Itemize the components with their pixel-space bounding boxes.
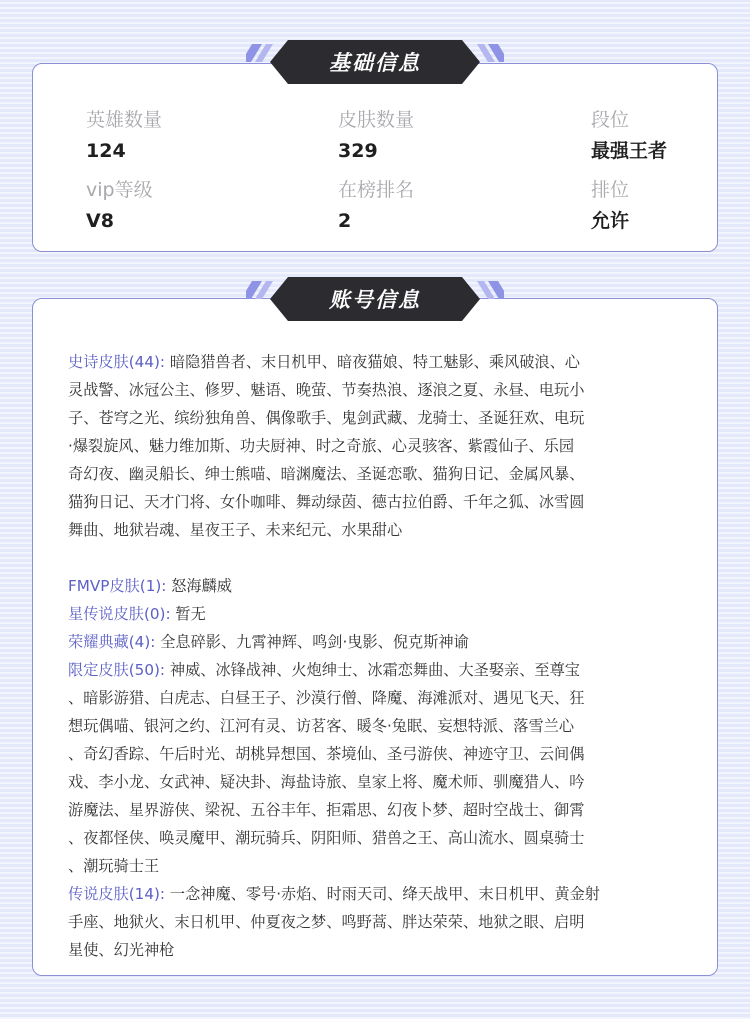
skin-line: 手座、地狱火、末日机甲、仲夏夜之梦、鸣野蒿、胖达荣荣、地狱之眼、启明 (68, 913, 585, 931)
skin-line: 、奇幻香踪、午后时光、胡桃异想国、茶境仙、圣弓游侠、神迹守卫、云间偶 (68, 745, 585, 763)
skin-line (68, 572, 694, 600)
category-fmvp-label: FMVP皮肤(1): (68, 577, 167, 595)
stat-skin-count (338, 108, 414, 163)
skin-line (68, 348, 694, 376)
stat-label: 排位 (591, 179, 630, 201)
skin-line: 、暗影游猎、白虎志、白昼王子、沙漠行僧、降魔、海滩派对、遇见飞天、狂 (68, 689, 585, 707)
stat-rank-tier (591, 108, 667, 163)
category-star-legend-label: 星传说皮肤(0): (68, 605, 171, 623)
stat-value: 124 (86, 140, 126, 162)
stat-value: 329 (338, 140, 378, 162)
skin-names: 怒海麟威 (171, 577, 232, 595)
skin-line: 想玩偶喵、银河之约、江河有灵、访茗客、暖冬·兔眠、妄想特派、落雪兰心 (68, 717, 575, 735)
stat-value: V8 (86, 210, 114, 232)
category-glory-label: 荣耀典藏(4): (68, 633, 156, 651)
skin-names: 暂无 (175, 605, 206, 623)
skin-line: ·爆裂旋风、魅力维加斯、功夫厨神、时之奇旅、心灵骇客、紫霞仙子、乐园 (68, 437, 575, 455)
account-info-banner (246, 275, 504, 323)
skin-line: 子、苍穹之光、缤纷独角兽、偶像歌手、鬼剑武藏、龙骑士、圣诞狂欢、电玩 (68, 409, 585, 427)
skin-names: 神威、冰锋战神、火炮绅士、冰霜恋舞曲、大圣娶亲、至尊宝 (169, 661, 580, 679)
skin-line (68, 880, 694, 908)
stat-hero-count (86, 108, 162, 163)
skin-list (68, 348, 694, 964)
skin-names: 暗隐猎兽者、末日机甲、暗夜猫娘、特工魅影、乘风破浪、心 (169, 353, 580, 371)
basic-info-banner (246, 38, 504, 86)
skin-line: 舞曲、地狱岩魂、星夜王子、未来纪元、水果甜心 (68, 521, 403, 539)
stat-value: 最强王者 (591, 140, 668, 162)
basic-info-card (32, 63, 718, 252)
stat-label: vip等级 (86, 179, 153, 201)
skin-names: 全息碎影、九霄神辉、鸣剑·曳影、倪克斯神谕 (160, 633, 469, 651)
stat-vip-level (86, 178, 153, 233)
stat-value: 2 (338, 210, 352, 232)
skin-line: 戏、李小龙、女武神、疑决卦、海盐诗旅、皇家上将、魔术师、驯魔猎人、吟 (68, 773, 585, 791)
skin-line: 、夜都怪侠、唤灵魔甲、潮玩骑兵、阴阳师、猎兽之王、高山流水、圆桌骑士 (68, 829, 585, 847)
stat-ranked-allowed (591, 178, 629, 233)
skin-line (68, 656, 694, 684)
skin-line: 猫狗日记、天才门将、女仆咖啡、舞动绿茵、德古拉伯爵、千年之狐、冰雪圆 (68, 493, 585, 511)
skin-line: 灵战警、冰冠公主、修罗、魅语、晚萤、节奏热浪、逐浪之夏、永昼、电玩小 (68, 381, 585, 399)
skin-names: 一念神魔、零号·赤焰、时雨天司、绛天战甲、末日机甲、黄金射 (169, 885, 600, 903)
category-limited-label: 限定皮肤(50): (68, 661, 166, 679)
account-info-title: 账号信息 (329, 288, 421, 312)
stat-label: 段位 (591, 109, 630, 131)
category-legend-label: 传说皮肤(14): (68, 885, 166, 903)
skin-line: 、潮玩骑士王 (68, 857, 160, 875)
skin-line (68, 600, 694, 628)
stat-label: 在榜排名 (338, 179, 415, 201)
skin-line (68, 628, 694, 656)
stat-label: 英雄数量 (86, 109, 163, 131)
skin-line: 奇幻夜、幽灵船长、绅士熊喵、暗渊魔法、圣诞恋歌、猫狗日记、金属风暴、 (68, 465, 585, 483)
basic-info-title: 基础信息 (329, 51, 421, 75)
stat-value: 允许 (591, 210, 630, 232)
stat-label: 皮肤数量 (338, 109, 415, 131)
skin-line: 星使、幻光神枪 (68, 941, 175, 959)
stat-leaderboard-rank (338, 178, 414, 233)
category-epic-label: 史诗皮肤(44): (68, 353, 166, 371)
skin-line: 游魔法、星界游侠、梁祝、五谷丰年、拒霜思、幻夜卜梦、超时空战士、御霄 (68, 801, 585, 819)
spacer (68, 544, 694, 572)
